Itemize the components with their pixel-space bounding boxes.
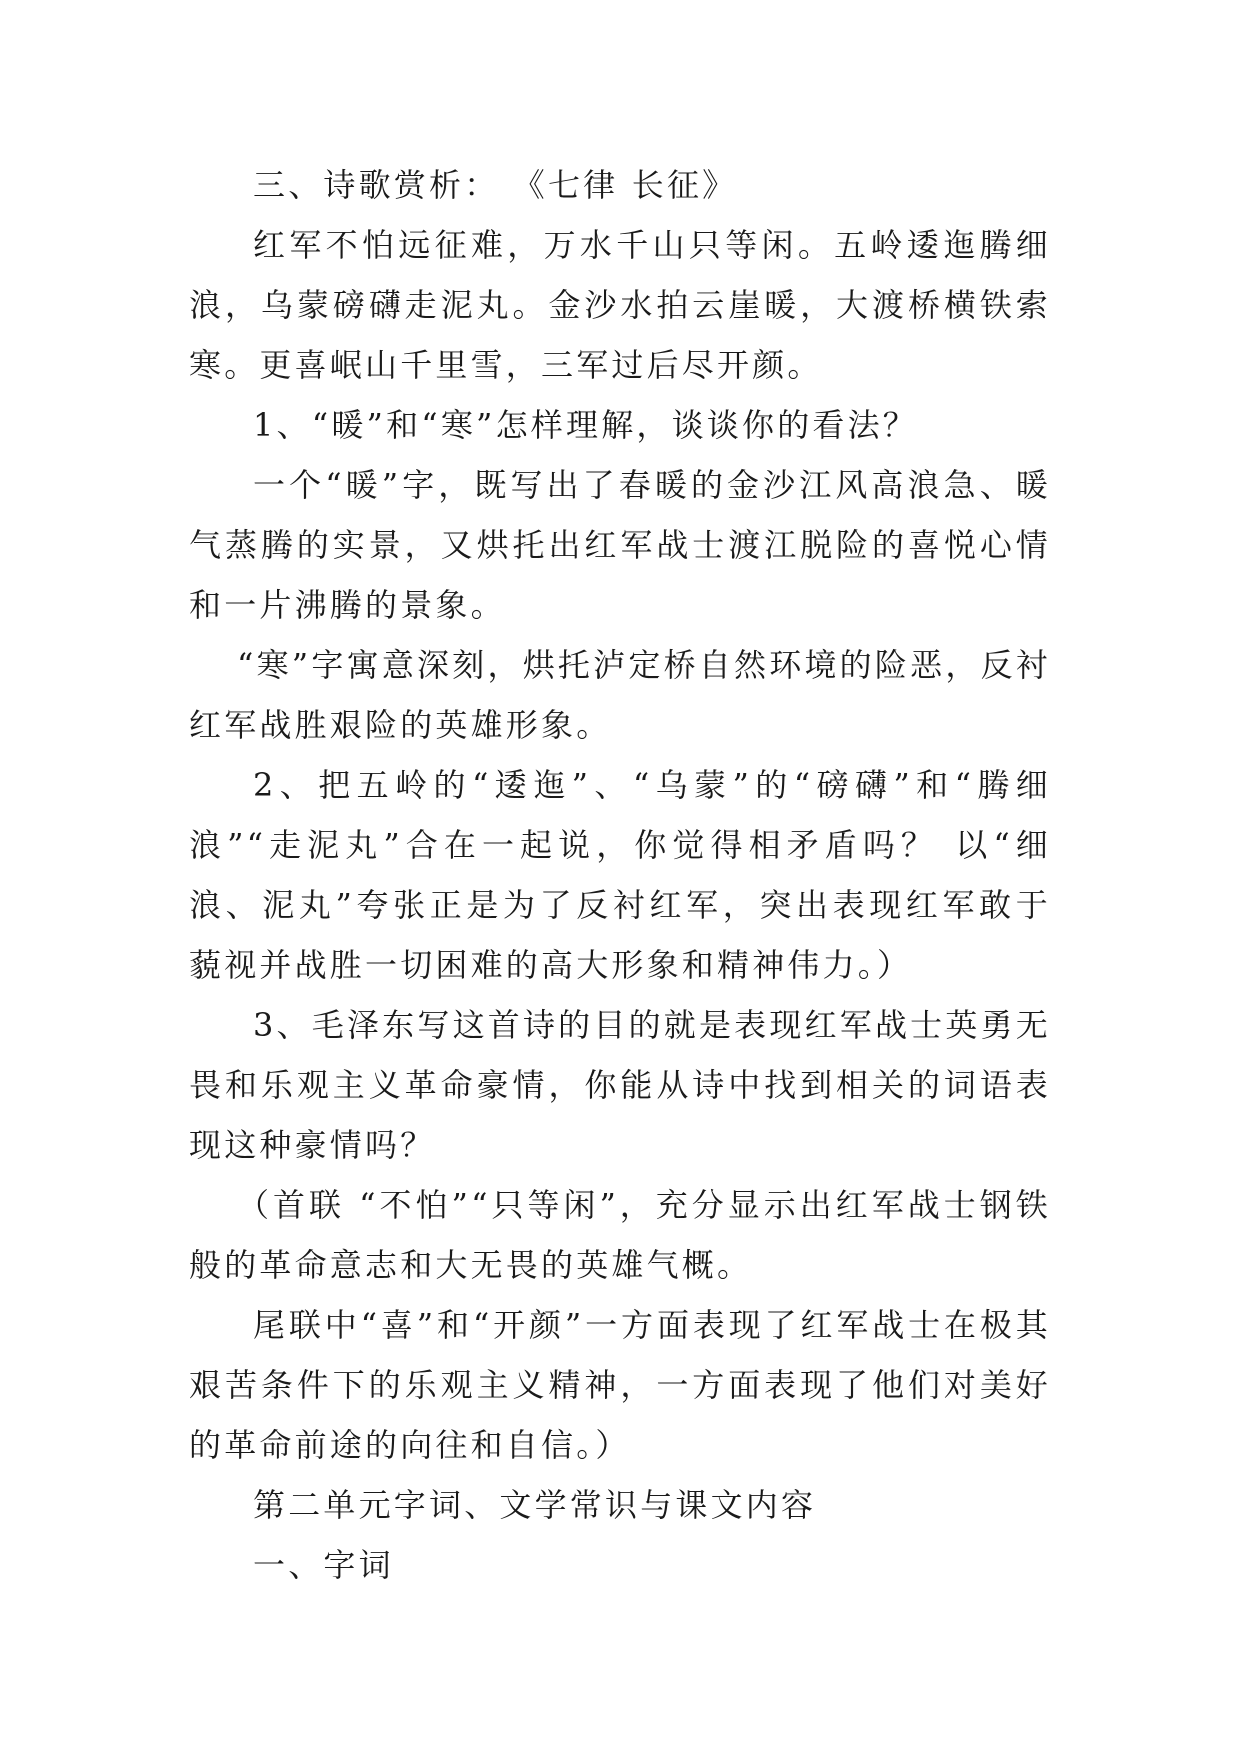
answer-3-last-couplet: 尾联中“喜”和“开颜”一方面表现了红军战士在极其艰苦条件下的乐观主义精神，一方面表现了他们对美好的革命前途的向往和自信。） — [189, 1306, 1051, 1464]
answer-1-cold: “寒”字寓意深刻，烘托泸定桥自然环境的险恶，反衬红军战胜艰险的英雄形象。 — [189, 646, 1051, 744]
question-2-with-answer: 2、把五岭的“逶迤”、“乌蒙”的“磅礴”和“腾细浪”“走泥丸”合在一起说，你觉得相矛盾吗？ 以“细浪、泥丸”夸张正是为了反衬红军，突出表现红军敢于藐视并战胜一切困难的高大形象和精神伟力。） — [189, 766, 1051, 984]
document-body — [189, 155, 1051, 1595]
section-heading-vocabulary: 一、字词 — [253, 1546, 394, 1584]
poem-text: 红军不怕远征难，万水千山只等闲。五岭逶迤腾细浪，乌蒙磅礴走泥丸。金沙水拍云崖暖，大渡桥横铁索寒。更喜岷山千里雪，三军过后尽开颜。 — [189, 226, 1051, 384]
question-1: 1、“暖”和“寒”怎样理解，谈谈你的看法？ — [253, 406, 918, 444]
unit-2-heading: 第二单元字词、文学常识与课文内容 — [253, 1486, 817, 1524]
answer-1-warm: 一个“暖”字，既写出了春暖的金沙江风高浪急、暖气蒸腾的实景，又烘托出红军战士渡江脱险的喜悦心情和一片沸腾的景象。 — [189, 466, 1051, 624]
section-heading-poem-analysis: 三、诗歌赏析： 《七律 长征》 — [253, 166, 738, 204]
question-3: 3、毛泽东写这首诗的目的就是表现红军战士英勇无畏和乐观主义革命豪情，你能从诗中找到相关的词语表现这种豪情吗？ — [189, 1006, 1051, 1164]
answer-3-first-couplet: （首联 “不怕”“只等闲”，充分显示出红军战士钢铁般的革命意志和大无畏的英雄气概。 — [189, 1186, 1051, 1284]
